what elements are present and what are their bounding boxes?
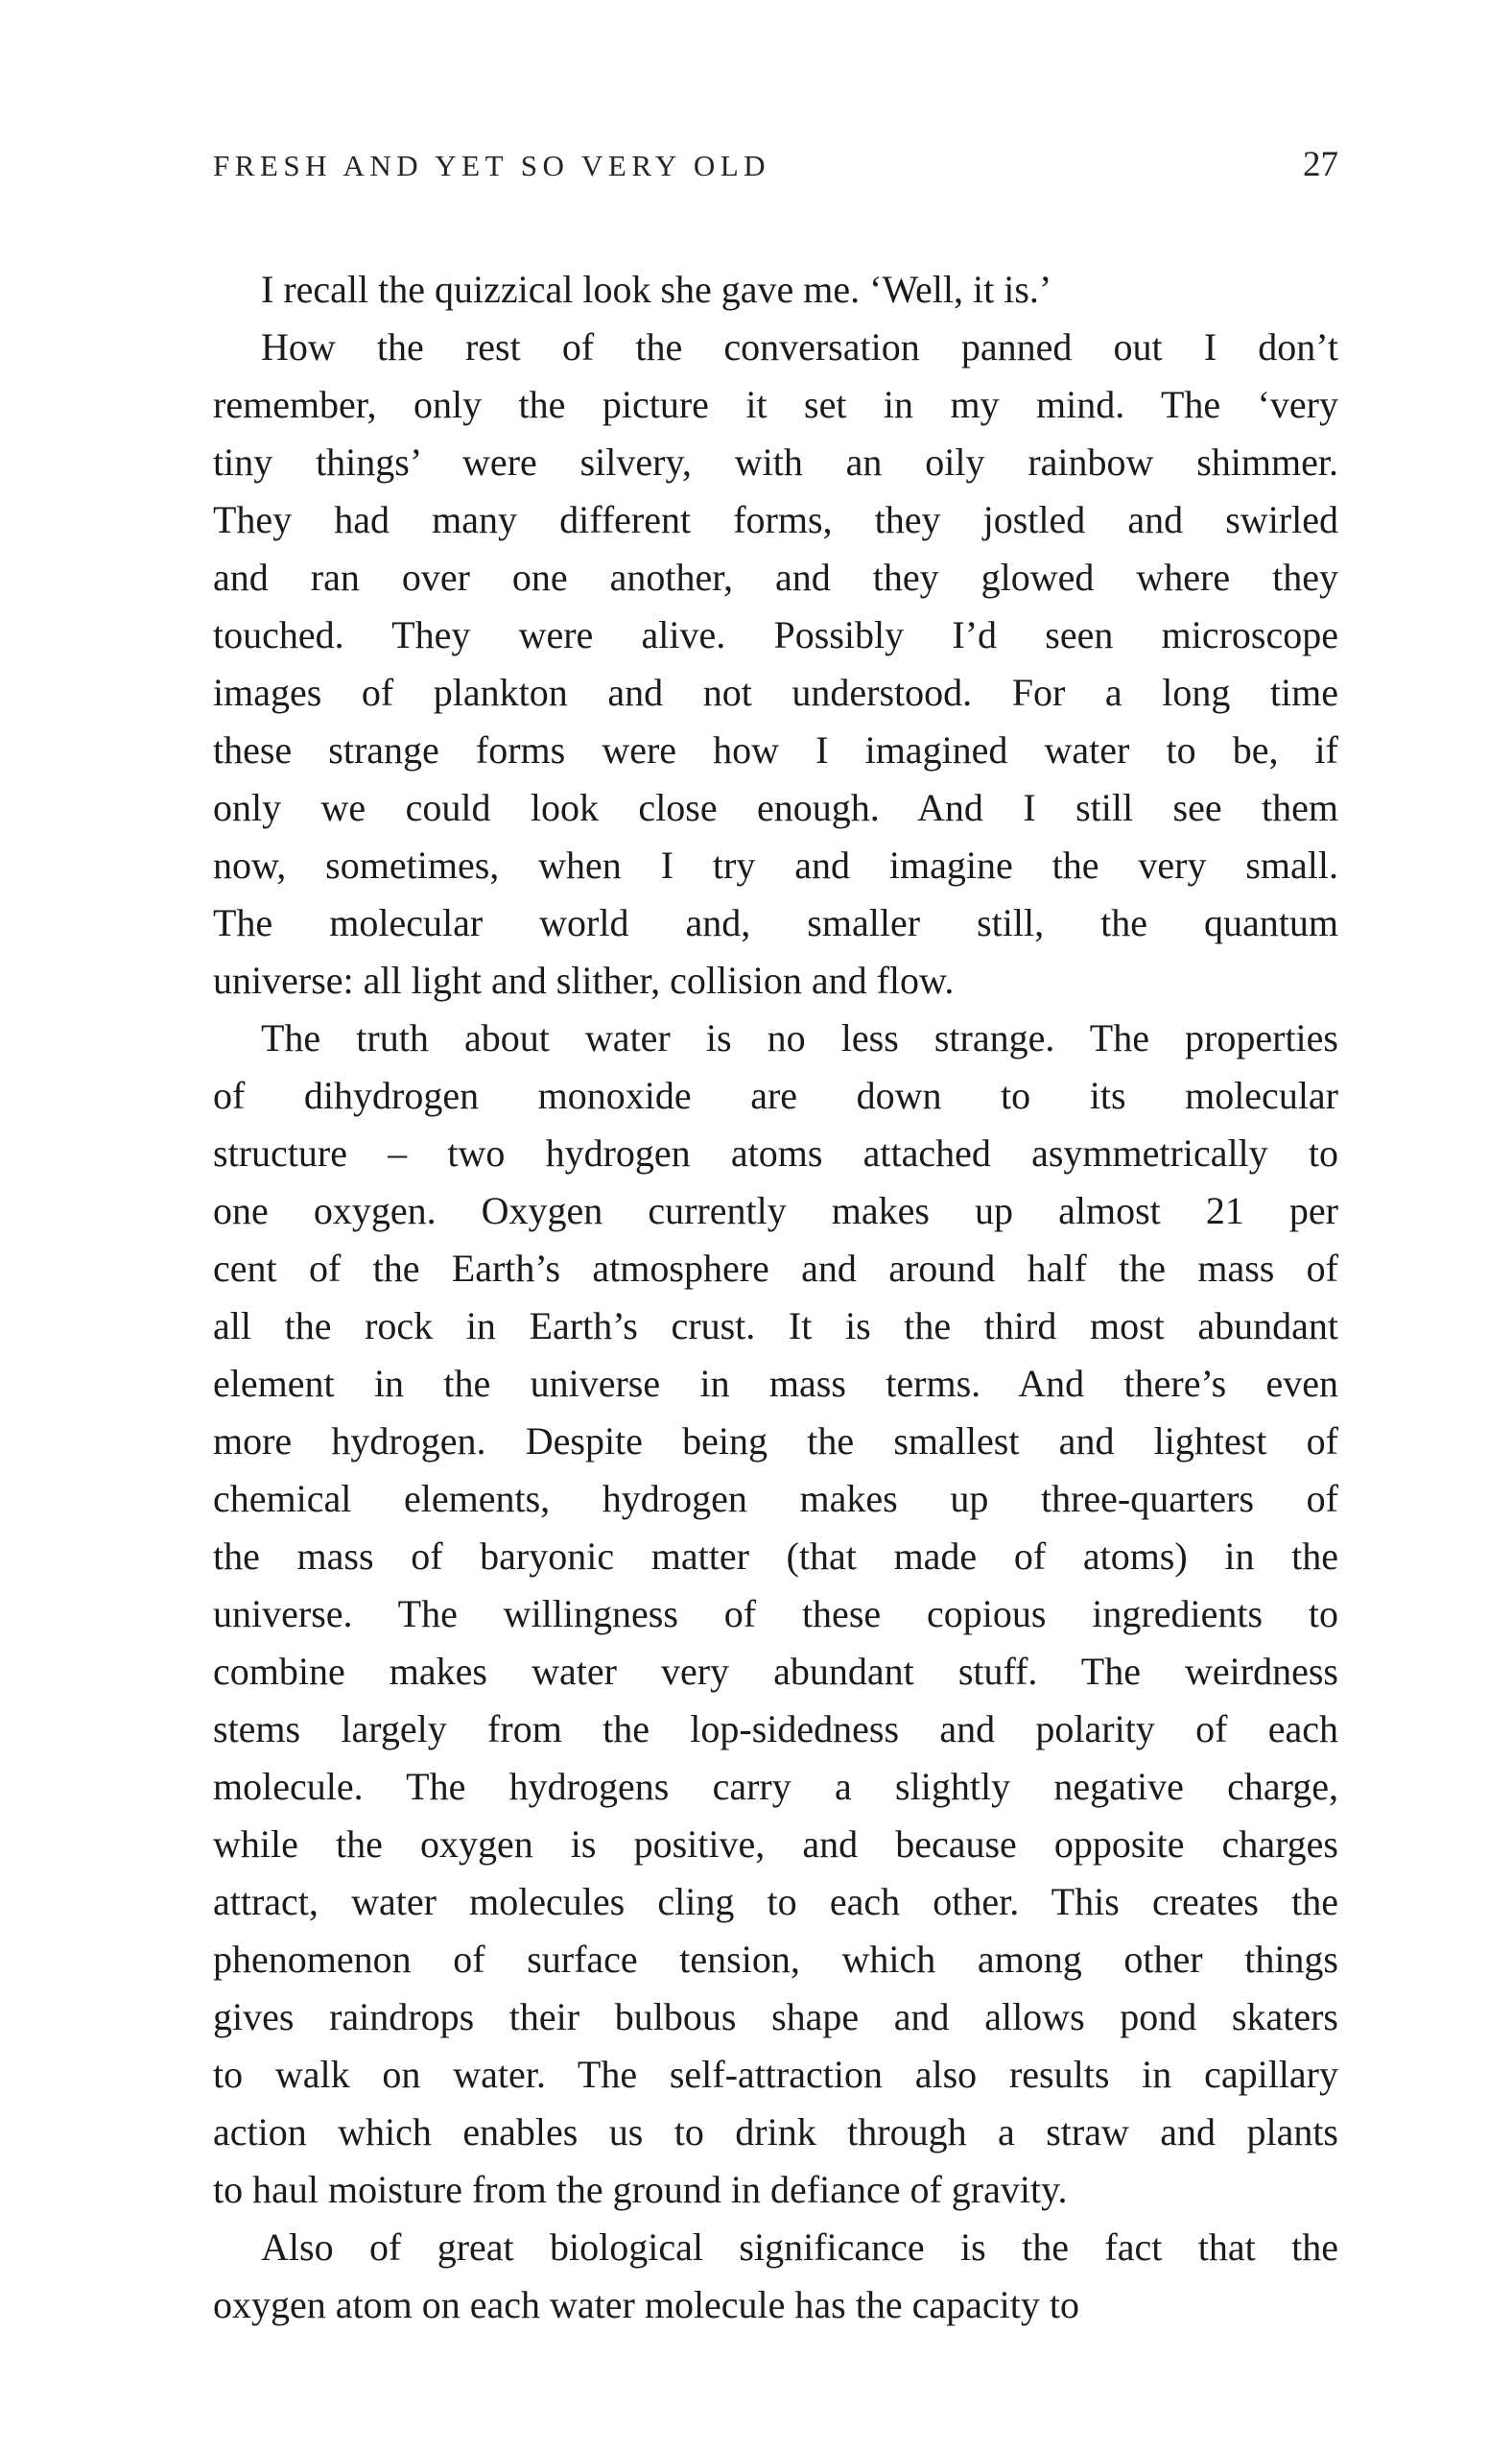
text-line: oxygen atom on each water molecule has the capacity to (213, 2283, 1079, 2326)
text-line: action which enables us to drink through a straw and plants (213, 2110, 1338, 2154)
text-line: element in the universe in mass terms. And there’s even (213, 1362, 1338, 1405)
running-head (213, 144, 1338, 185)
text-line: all the rock in Earth’s crust. It is the third most abundant (213, 1304, 1338, 1347)
text-line: phenomenon of surface tension, which among other things (213, 1938, 1338, 1981)
page-number: 27 (1303, 145, 1338, 184)
text-line: gives raindrops their bulbous shape and allows pond skaters (213, 1995, 1338, 2038)
text-line: and ran over one another, and they glowed where they (213, 556, 1338, 599)
text-line: chemical elements, hydrogen makes up three-quarters of (213, 1477, 1338, 1520)
text-line: tiny things’ were silvery, with an oily rainbow shimmer. (213, 440, 1338, 484)
text-line: more hydrogen. Despite being the smallest and lightest of (213, 1419, 1338, 1463)
text-line: to haul moisture from the ground in defiance of gravity. (213, 2168, 1068, 2211)
text-line: How the rest of the conversation panned out I don’t (261, 325, 1338, 369)
text-line: of dihydrogen monoxide are down to its molecular (213, 1074, 1338, 1117)
text-line: structure – two hydrogen atoms attached asymmetrically to (213, 1131, 1338, 1175)
text-line: the mass of baryonic matter (that made of atoms) in the (213, 1535, 1338, 1578)
text-line: stems largely from the lop-sidedness and polarity of each (213, 1707, 1338, 1750)
text-line: remember, only the picture it set in my mind. The ‘very (213, 383, 1338, 426)
text-line: They had many different forms, they jostled and swirled (213, 498, 1338, 541)
text-line: only we could look close enough. And I still see them (213, 786, 1338, 829)
text-line: attract, water molecules cling to each other. This creates the (213, 1880, 1338, 1923)
text-line: The truth about water is no less strange. The properties (261, 1016, 1338, 1059)
text-line: images of plankton and not understood. For a long time (213, 671, 1338, 714)
text-line: The molecular world and, smaller still, the quantum (213, 901, 1338, 944)
text-line: I recall the quizzical look she gave me. ‘Well, it is.’ (261, 268, 1052, 311)
text-line: while the oxygen is positive, and because opposite charges (213, 1822, 1338, 1866)
text-line: Also of great biological significance is the fact that the (261, 2225, 1338, 2269)
chapter-title: FRESH AND YET SO VERY OLD (213, 149, 771, 182)
text-line: these strange forms were how I imagined water to be, if (213, 728, 1338, 772)
text-line: cent of the Earth’s atmosphere and around half the mass of (213, 1247, 1338, 1290)
text-line: to walk on water. The self-attraction also results in capillary (213, 2053, 1338, 2096)
text-line: touched. They were alive. Possibly I’d seen microscope (213, 613, 1338, 656)
text-line: now, sometimes, when I try and imagine the very small. (213, 844, 1338, 887)
text-line: universe. The willingness of these copious ingredients to (213, 1592, 1338, 1635)
body-text (213, 261, 1338, 2334)
text-line: combine makes water very abundant stuff. The weirdness (213, 1650, 1338, 1693)
text-line: molecule. The hydrogens carry a slightly negative charge, (213, 1765, 1338, 1808)
text-line: one oxygen. Oxygen currently makes up almost 21 per (213, 1189, 1338, 1232)
text-line: universe: all light and slither, collision and flow. (213, 959, 955, 1002)
